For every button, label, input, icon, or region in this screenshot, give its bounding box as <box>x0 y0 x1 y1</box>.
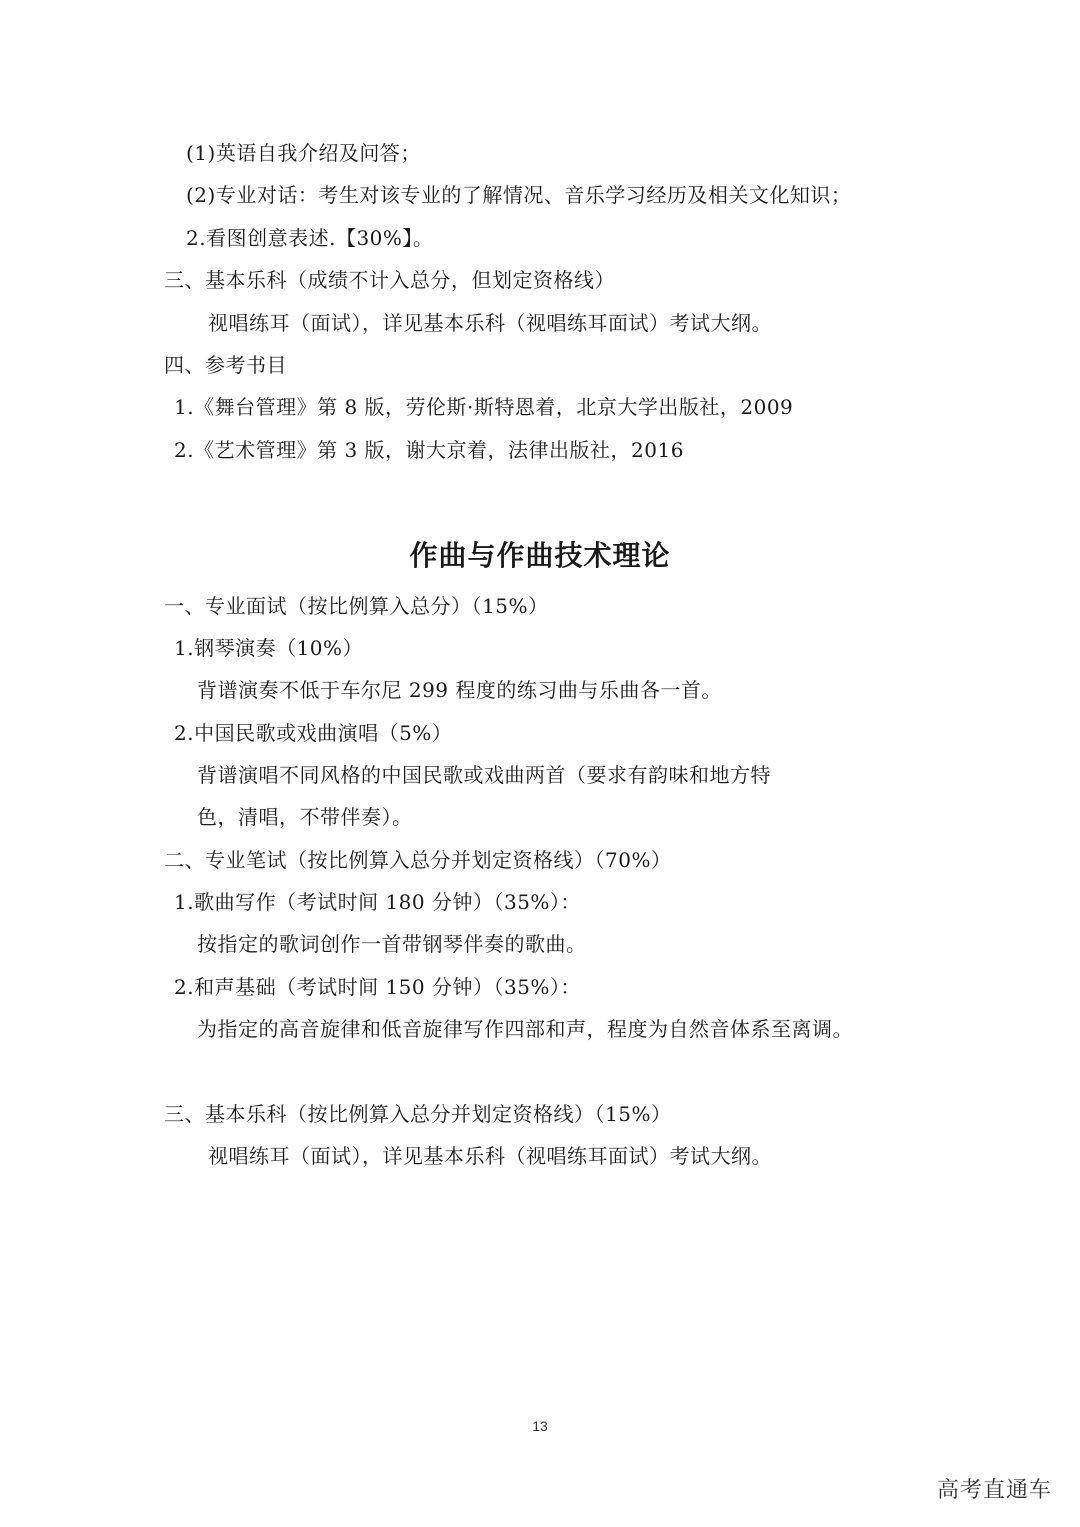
item-english-intro: (1)英语自我介绍及问答； <box>186 141 421 165</box>
watermark-text: 高考直通车 <box>936 1478 1052 1503</box>
page-number: 13 <box>532 1418 548 1434</box>
section-title: 作曲与作曲技术理论 <box>409 539 671 572</box>
reference-book-2: 2.《艺术管理》第 3 版，谢大京着，法律出版社，2016 <box>174 438 684 462</box>
reference-book-1: 1.《舞台管理》第 8 版，劳伦斯·斯特恩着，北京大学出版社，2009 <box>174 395 794 419</box>
piano-body: 背谱演奏不低于车尔尼 299 程度的练习曲与乐曲各一首。 <box>197 678 722 702</box>
heading-basic-music-prev: 三、基本乐科（成绩不计入总分，但划定资格线） <box>164 268 615 292</box>
heading-references: 四、参考书目 <box>164 353 287 377</box>
heading-written-exam: 二、专业笔试（按比例算入总分并划定资格线）（70%） <box>164 848 672 872</box>
piano-title: 1.钢琴演奏（10%） <box>174 636 364 660</box>
basic-music-body-prev: 视唱练耳（面试），详见基本乐科（视唱练耳面试）考试大纲。 <box>208 311 772 335</box>
song-writing-title: 1.歌曲写作（考试时间 180 分钟）（35%）： <box>174 890 581 914</box>
song-writing-body: 按指定的歌词创作一首带钢琴伴奏的歌曲。 <box>197 932 587 956</box>
harmony-body: 为指定的高音旋律和低音旋律写作四部和声，程度为自然音体系至离调。 <box>197 1017 853 1041</box>
heading-basic-music: 三、基本乐科（按比例算入总分并划定资格线）（15%） <box>164 1102 672 1126</box>
folk-song-title: 2.中国民歌或戏曲演唱（5%） <box>174 721 453 745</box>
basic-music-body: 视唱练耳（面试），详见基本乐科（视唱练耳面试）考试大纲。 <box>208 1144 772 1168</box>
harmony-title: 2.和声基础（考试时间 150 分钟）（35%）： <box>174 975 581 999</box>
heading-interview: 一、专业面试（按比例算入总分）（15%） <box>164 594 549 618</box>
item-professional-dialogue: (2)专业对话：考生对该专业的了解情况、音乐学习经历及相关文化知识； <box>186 183 852 207</box>
folk-song-body-line1: 背谱演唱不同风格的中国民歌或戏曲两首（要求有韵味和地方特 <box>197 763 771 787</box>
item-picture-description: 2.看图创意表述.【30%】。 <box>186 226 434 250</box>
folk-song-body-line2: 色，清唱，不带伴奏）。 <box>197 805 413 829</box>
